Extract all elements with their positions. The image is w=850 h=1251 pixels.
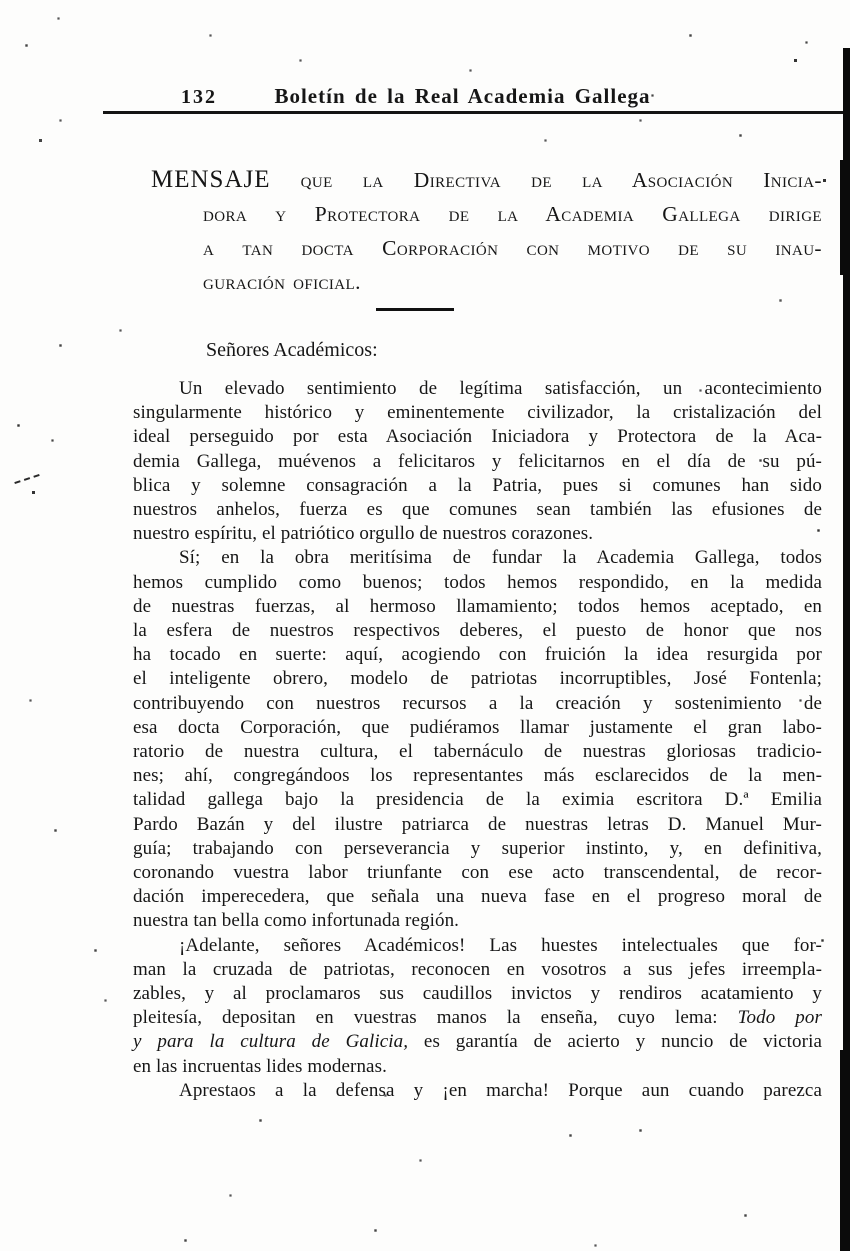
text-line: el inteligente obrero, modelo de patriotas incorruptibles, José Fontenla; (133, 668, 822, 690)
page-content (133, 163, 822, 1103)
text-line: talidad gallega bajo la presidencia de la eximia escritora D.ª Emilia (133, 789, 822, 811)
text-line: de nuestras fuerzas, al hermoso llamamiento; todos hemos aceptado, en (133, 595, 822, 617)
text-line: contribuyendo con nuestros recursos a la creación y sostenimiento de (133, 692, 822, 714)
text-line: nuestros anhelos, fuerza es que comunes sean también las efusiones de (133, 499, 822, 521)
title-text: guración oficial. (203, 270, 361, 294)
text-line: Aprestaos a la defensa y ¡en marcha! Porque aun cuando parezca (179, 1079, 822, 1101)
text-line: Pardo Bazán y del ilustre patriarca de nuestras letras D. Manuel Mur- (133, 813, 822, 835)
text-line: esa docta Corporación, que pudiéramos llamar justamente el gran labo- (133, 716, 822, 738)
scan-edge-artifact (840, 1050, 850, 1251)
title-divider (376, 308, 454, 311)
text-line: la esfera de nuestros respectivos deberes, el puesto de honor que nos (133, 620, 822, 642)
paragraph (133, 377, 822, 546)
page-header (103, 84, 822, 109)
text-line: ¡Adelante, señores Académicos! Las huestes intelectuales que for- (179, 934, 822, 956)
text-line: nes; ahí, congregándoos los representantes más esclarecidos de la men- (133, 765, 822, 787)
text-line: hemos cumplido como buenos; todos hemos respondido, en la medida (133, 571, 822, 593)
text-line: ideal perseguido por esta Asociación Iniciadora y Protectora de la Aca- (133, 426, 822, 448)
article-title-line (133, 265, 822, 299)
paragraphs (133, 377, 822, 1103)
scan-scratch-artifact (14, 474, 39, 484)
header-rule (103, 111, 845, 114)
article-title-line (133, 231, 822, 265)
text-line: en las incruentas lides modernas. (133, 1055, 387, 1077)
text-line: y para la cultura de Galicia, es garantía de acierto y nuncio de victoria (133, 1031, 823, 1053)
text-line: nuestro espíritu, el patriótico orgullo de nuestros corazones. (133, 523, 594, 545)
text-line: blica y solemne consagración a la Patria, pues si comunes han sido (133, 474, 822, 496)
text-line: nuestra tan bella como infortunada región. (133, 910, 460, 932)
text-line: pleitesía, depositan en vuestras manos la enseña, cuyo lema: Todo por (133, 1007, 822, 1029)
scan-noise (0, 0, 1, 1)
salutation: Señores Académicos: (206, 339, 378, 361)
text-line: dación imperecedera, que señala una nueva fase en el progreso moral de (133, 886, 822, 908)
journal-title: Boletín de la Real Academia Gallega (274, 84, 651, 108)
title-lead-word: MENSAJE (151, 166, 271, 193)
text-line: man la cruzada de patriotas, reconocen en vosotros a sus jefes irreempla- (133, 958, 822, 980)
paragraph (133, 1079, 822, 1103)
paragraph (133, 546, 822, 933)
article-title-line (133, 163, 822, 197)
scan-edge-artifact (840, 160, 850, 275)
title-text: a tan docta Corporación con motivo de su inau- (203, 236, 822, 260)
italic-motto: y para la cultura de Galicia, (133, 1031, 409, 1053)
page-number: 132 (181, 86, 217, 108)
title-text: que la Directiva de la Asociación Inicia- (270, 168, 822, 192)
text-line: Sí; en la obra meritísima de fundar la Academia Gallega, todos (179, 547, 822, 569)
italic-motto: Todo por (737, 1007, 822, 1029)
text-line: Un elevado sentimiento de legítima satisfacción, un acontecimiento (179, 378, 822, 399)
text-line: demia Gallega, muévenos a felicitaros y felicitarnos en el día de su pú- (133, 450, 822, 472)
article-title-line (133, 197, 822, 231)
text-line: zables, y al proclamaros sus caudillos invictos y rendiros acatamiento y (133, 983, 822, 1005)
text-line: singularmente histórico y eminentemente civilizador, la cristalización del (133, 402, 822, 424)
paragraph (133, 934, 822, 1079)
text-line: guía; trabajando con perseverancia y superior instinto, y, en definitiva, (133, 837, 822, 859)
text-line: coronando vuestra labor triunfante con ese acto transcendental, de recor- (133, 862, 822, 884)
article-title (133, 163, 822, 299)
text-line: ratorio de nuestra cultura, el tabernáculo de nuestras gloriosas tradicio- (133, 741, 822, 763)
text-line: ha tocado en suerte: aquí, acogiendo con fruición la idea resurgida por (133, 644, 822, 666)
title-text: dora y Protectora de la Academia Gallega dirige (203, 202, 822, 226)
